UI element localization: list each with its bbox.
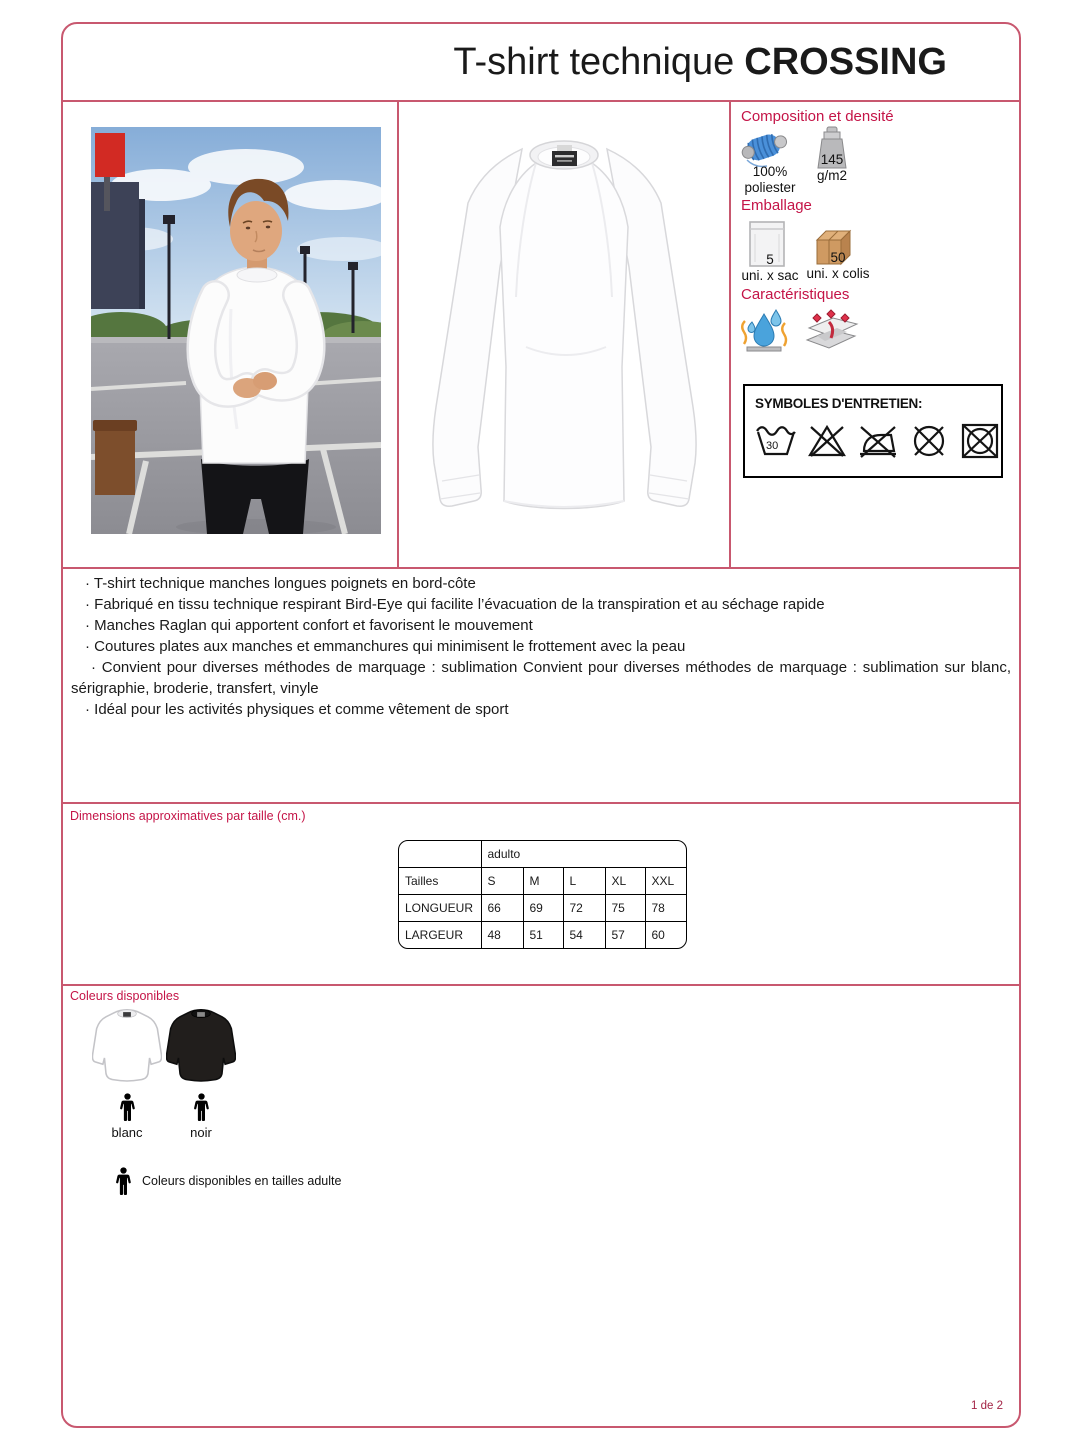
table-row xyxy=(399,868,686,895)
value-cell: 57 xyxy=(605,922,645,949)
value-cell: 69 xyxy=(523,895,563,922)
size-cell: XL xyxy=(605,868,645,895)
care-symbols-row xyxy=(753,420,1003,460)
description-bullet: · Convient pour diverses méthodes de marquage : sublimation Convient pour diverses méthodes de marquage : sublimation sur blanc, sérigraphie, broderie, transfert, vinyle xyxy=(71,659,1011,697)
row-label-cell: LARGEUR xyxy=(399,922,481,949)
features-heading: Caractéristiques xyxy=(741,286,850,303)
adult-size-icon xyxy=(115,1167,132,1195)
description-bullet: · Idéal pour les activités physiques et comme vêtement de sport xyxy=(85,701,509,718)
product-shirt-image xyxy=(416,107,713,547)
dimensions-section xyxy=(63,804,1019,986)
value-cell: 54 xyxy=(563,922,605,949)
model-photo-cell xyxy=(63,102,399,567)
color-name: blanc xyxy=(111,1125,143,1140)
value-cell: 78 xyxy=(645,895,686,922)
size-table xyxy=(398,840,687,949)
adult-size-icon xyxy=(193,1093,210,1121)
box-quantity-label: 50 uni. x colis xyxy=(806,250,870,281)
description-bullet: · Fabriqué en tissu technique respirant Bird-Eye qui facilite l’évacuation de la transpiration et au séchage rapide xyxy=(85,596,825,613)
description-bullet: · T-shirt technique manches longues poignets en bord-côte xyxy=(85,575,476,592)
do-not-tumble-dry-icon xyxy=(957,420,1003,460)
do-not-iron-icon xyxy=(855,420,901,460)
care-symbols-heading: SYMBOLES D'ENTRETIEN: xyxy=(755,396,923,411)
table-row xyxy=(399,922,686,949)
model-photo xyxy=(91,127,381,534)
value-cell: 60 xyxy=(645,922,686,949)
description-section xyxy=(63,567,1019,804)
bag-quantity-label: 5 uni. x sac xyxy=(741,252,799,283)
white-shirt-thumbnail xyxy=(92,1004,162,1084)
do-not-dry-clean-icon xyxy=(906,420,952,460)
size-cell: XXL xyxy=(645,868,686,895)
care-symbols-box xyxy=(743,384,1003,478)
colors-heading: Coleurs disponibles xyxy=(70,989,180,1003)
value-cell: 51 xyxy=(523,922,563,949)
table-row xyxy=(399,895,686,922)
legend-text: Coleurs disponibles en tailles adulte xyxy=(142,1174,342,1188)
value-cell: 75 xyxy=(605,895,645,922)
dimensions-heading: Dimensions approximatives par taille (cm.) xyxy=(70,809,306,823)
row-label-cell: LONGUEUR xyxy=(399,895,481,922)
product-photo-cell xyxy=(399,102,731,567)
page-number: 1 de 2 xyxy=(971,1400,1003,1412)
value-cell: 48 xyxy=(481,922,523,949)
packaging-heading: Emballage xyxy=(741,197,812,214)
wash-30-icon xyxy=(753,420,799,460)
info-panel xyxy=(731,102,1019,567)
moisture-wicking-icon xyxy=(739,306,789,352)
do-not-bleach-icon xyxy=(804,420,850,460)
table-row xyxy=(399,841,686,868)
color-swatch-noir xyxy=(163,1004,239,1140)
size-cell: M xyxy=(523,868,563,895)
value-cell: 72 xyxy=(563,895,605,922)
neck-label xyxy=(552,151,577,166)
adult-size-icon xyxy=(119,1093,136,1121)
header xyxy=(63,24,1019,102)
composition-item-label: 100% poliester xyxy=(744,164,796,195)
color-swatch-blanc xyxy=(89,1004,165,1140)
table-group-header: adulto xyxy=(481,841,686,868)
sublimation-icon xyxy=(803,308,859,352)
media-row xyxy=(63,102,1019,569)
density-item-label: 145 g/m2 xyxy=(816,152,847,183)
black-shirt-thumbnail xyxy=(166,1004,236,1084)
size-cell: L xyxy=(563,868,605,895)
page-frame xyxy=(61,22,1021,1428)
size-cell: S xyxy=(481,868,523,895)
sizes-legend xyxy=(115,1167,341,1195)
colors-section xyxy=(63,984,1019,1426)
page-title-product-name: CROSSING xyxy=(744,40,947,83)
page-title: T-shirt technique xyxy=(453,40,735,83)
description-bullet: · Coutures plates aux manches et emmanchures qui minimisent le frottement avec la peau xyxy=(85,638,686,655)
svg-text:30: 30 xyxy=(766,440,779,452)
table-corner-cell xyxy=(399,841,481,868)
color-name: noir xyxy=(190,1125,212,1140)
sizes-label-cell: Tailles xyxy=(399,868,481,895)
value-cell: 66 xyxy=(481,895,523,922)
neck-tag-small xyxy=(557,145,572,151)
description-bullet: · Manches Raglan qui apportent confort et favorisent le mouvement xyxy=(85,617,533,634)
composition-heading: Composition et densité xyxy=(741,108,894,125)
